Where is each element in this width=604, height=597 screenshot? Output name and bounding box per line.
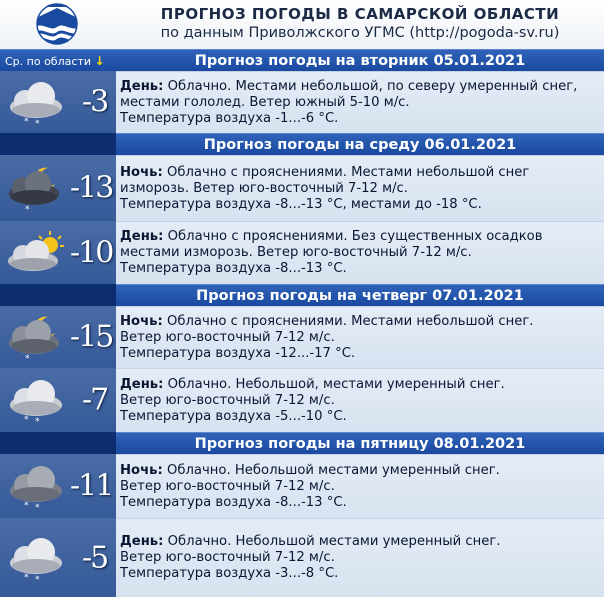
forecast-period: Ночь: — [120, 164, 163, 180]
forecast-icon-cell — [0, 71, 116, 133]
forecast-line: Облачно с прояснениями. Местами небольшой снег — [166, 164, 530, 180]
header — [0, 0, 604, 49]
forecast-text — [120, 534, 501, 582]
cloudy-snow-icon — [3, 533, 69, 583]
svg-text:*: * — [35, 417, 40, 425]
region-label-text: Ср. по области — [5, 55, 91, 68]
forecast-icon-cell — [0, 221, 116, 284]
forecast-period: День: — [120, 376, 164, 392]
day-heading-wednesday: Прогноз погоды на среду 06.01.2021 — [116, 133, 604, 155]
forecast-icon-cell — [0, 155, 116, 221]
arrow-down-icon: ↓ — [94, 54, 105, 68]
forecast-line: Температура воздуха -3...-8 °С. — [120, 566, 339, 581]
night-partly-cloudy-snow-icon — [3, 311, 69, 363]
forecast-line: Облачно. Небольшой, местами умеренный снег. — [167, 376, 505, 392]
forecast-line: Ветер юго-восточный 7-12 м/с. — [120, 550, 335, 565]
svg-text:*: * — [24, 415, 29, 425]
forecast-line: местами изморозь. Ветер юго-восточный 7-12 м/с. — [120, 245, 472, 260]
forecast-line: Температура воздуха -5...-10 °С. — [120, 408, 347, 424]
svg-text:*: * — [25, 354, 30, 363]
forecast-text-cell — [116, 155, 604, 221]
forecast-text — [120, 463, 500, 511]
svg-text:*: * — [24, 117, 29, 127]
forecast-line: Облачно. Небольшой местами умеренный снег. — [167, 534, 501, 549]
svg-text:*: * — [24, 572, 29, 583]
temperature: -11 — [70, 468, 113, 504]
forecast-period: День: — [120, 229, 164, 244]
temperature: -5 — [82, 540, 108, 575]
forecast-line: Облачно. Местами небольшой, по северу умеренный снег, — [167, 78, 578, 94]
forecast-line: Температура воздуха -12...-17 °С. — [120, 345, 356, 361]
forecast-line: Ветер юго-восточный 7-12 м/с. — [120, 392, 335, 408]
forecast-text-cell — [116, 306, 604, 368]
cloudy-snow-icon — [3, 77, 69, 127]
svg-text:*: * — [35, 503, 40, 511]
forecast-icon-cell — [0, 454, 116, 518]
forecast-line: Температура воздуха -8...-13 °С. — [120, 261, 347, 276]
forecast-line: Ветер юго-восточный 7-12 м/с. — [120, 329, 335, 345]
forecast-text — [120, 165, 529, 213]
forecast-line: местами гололед. Ветер южный 5-10 м/с. — [120, 94, 410, 110]
forecast-text-cell — [116, 221, 604, 284]
forecast-period: День: — [120, 534, 164, 549]
forecast-line: Облачно с прояснениями. Местами небольшой снег. — [166, 313, 534, 329]
svg-text:*: * — [35, 574, 40, 583]
forecast-text-cell — [116, 518, 604, 597]
forecast-line: Ветер юго-восточный 7-12 м/с. — [120, 478, 335, 494]
forecast-line: Облачно. Небольшой местами умеренный снег. — [166, 462, 500, 478]
forecast-line: Температура воздуха -8...-13 °С, местами до -18 °С. — [120, 196, 482, 212]
forecast-period: День: — [120, 78, 164, 94]
temperature: -15 — [70, 319, 113, 355]
temperature: -3 — [82, 84, 108, 120]
forecast-line: Облачно с прояснениями. Без существенных осадков — [167, 229, 543, 244]
cloudy-snow-icon — [3, 375, 69, 425]
temperature: -10 — [70, 235, 113, 270]
logo-icon — [32, 1, 82, 47]
forecast-text — [120, 79, 577, 127]
page-title: ПРОГНОЗ ПОГОДЫ В САМАРСКОЙ ОБЛАСТИ — [160, 5, 560, 23]
forecast-text — [120, 229, 543, 277]
forecast-text — [120, 377, 505, 425]
cloudy-snow-icon — [3, 461, 69, 511]
forecast-period: Ночь: — [120, 313, 163, 329]
forecast-line: Температура воздуха -1...-6 °С. — [120, 110, 339, 126]
svg-text:*: * — [25, 205, 30, 214]
day-partly-cloudy-icon — [3, 228, 69, 278]
day-heading-thursday: Прогноз погоды на четверг 07.01.2021 — [116, 284, 604, 306]
forecast-text — [120, 314, 533, 362]
forecast-period: Ночь: — [120, 462, 163, 478]
night-partly-cloudy-snow-icon — [3, 162, 69, 214]
forecast-icon-cell — [0, 518, 116, 597]
forecast-icon-cell — [0, 368, 116, 432]
forecast-line: изморозь. Ветер юго-восточный 7-12 м/с. — [120, 180, 408, 196]
temperature: -13 — [70, 170, 113, 206]
temperature: -7 — [82, 382, 108, 418]
region-label — [0, 49, 116, 71]
day-heading-tuesday: Прогноз погоды на вторник 05.01.2021 — [116, 49, 604, 71]
day-heading-friday: Прогноз погоды на пятницу 08.01.2021 — [116, 432, 604, 454]
forecast-icon-cell — [0, 306, 116, 368]
forecast-text-cell — [116, 368, 604, 432]
forecast-line: Температура воздуха -8...-13 °С. — [120, 494, 347, 510]
svg-text:*: * — [24, 501, 29, 511]
forecast-text-cell — [116, 454, 604, 518]
forecast-text-cell — [116, 71, 604, 133]
page-subtitle: по данным Приволжского УГМС (http://pogoda-sv.ru) — [160, 25, 560, 41]
svg-text:*: * — [35, 119, 40, 127]
